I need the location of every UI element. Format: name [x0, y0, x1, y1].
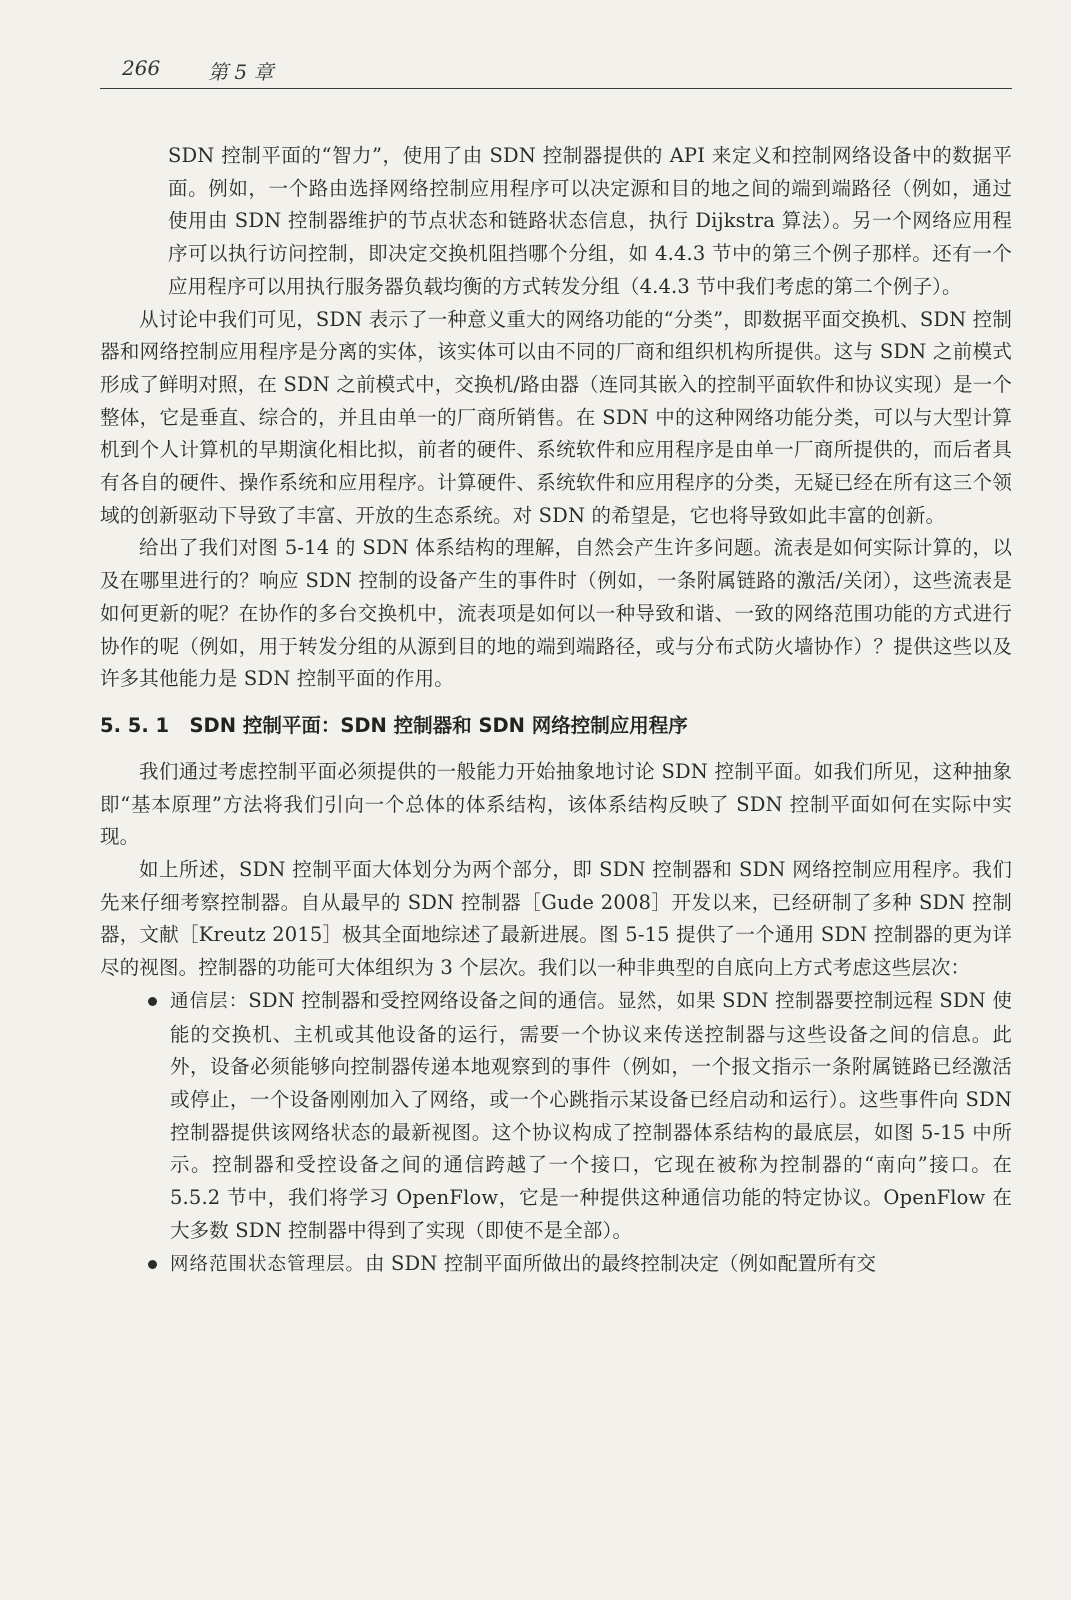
- page-number: 266: [122, 56, 161, 80]
- intro-paragraph: SDN 控制平面的“智力”，使用了由 SDN 控制器提供的 API 来定义和控制网络设备中的数据平面。例如，一个路由选择网络控制应用程序可以决定源和目的地之间的端到端路径（例如，通过使用由 SDN 控制器维护的节点状态和链路状态信息，执行 Dijkstra 算法）。另一个网络应用程序可以执行访问控制，即决定交换机阻挡哪个分组，如 4.4.3 节中的第三个例子那样。还有一个应用程序可以用执行服务器负载均衡的方式转发分组（4.4.3 节中我们考虑的第二个例子）。: [168, 144, 1012, 298]
- section-heading: [100, 709, 1012, 743]
- running-head: [100, 54, 1012, 89]
- bullet-item: [100, 1248, 1012, 1282]
- chapter-label: 第 5 章: [208, 60, 274, 84]
- section-title: SDN 控制平面：SDN 控制器和 SDN 网络控制应用程序: [189, 713, 688, 737]
- bullet-item: [100, 985, 1012, 1248]
- bullet-body: 由 SDN 控制平面所做出的最终控制决定（例如配置所有交: [365, 1251, 877, 1275]
- bullet-body: SDN 控制器和受控网络设备之间的通信。显然，如果 SDN 控制器要控制远程 SDN 使能的交换机、主机或其他设备的运行，需要一个协议来传送控制器与这些设备之间的信息。此外，设备必须能够向控制器传递本地观察到的事件（例如，一个报文指示一条附属链路已经激活或停止，一个设备刚刚加入了网络，或一个心跳指示某设备已经启动和运行）。这些事件向 SDN 控制器提供该网络状态的最新视图。这个协议构成了控制器体系结构的最底层，如图 5-15 中所示。控制器和受控设备之间的通信跨越了一个接口，它现在被称为控制器的“南向”接口。在 5.5.2 节中，我们将学习 OpenFlow，它是一种提供这种通信功能的特定协议。OpenFlow 在大多数 SDN 控制器中得到了实现（即使不是全部）。: [170, 988, 1012, 1242]
- bullet-dot-icon: [148, 1260, 157, 1269]
- body-paragraph: 给出了我们对图 5-14 的 SDN 体系结构的理解，自然会产生许多问题。流表是如何实际计算的，以及在哪里进行的？响应 SDN 控制的设备产生的事件时（例如，一条附属链路的激活/关闭），这些流表是如何更新的呢？在协作的多台交换机中，流表项是如何以一种导致和谐、一致的网络范围功能的方式进行协作的呢（例如，用于转发分组的从源到目的地的端到端路径，或与分布式防火墙协作）？提供这些以及许多其他能力是 SDN 控制平面的作用。: [100, 536, 1012, 691]
- bullet-dot-icon: [148, 997, 157, 1006]
- body-paragraph: 我们通过考虑控制平面必须提供的一般能力开始抽象地讨论 SDN 控制平面。如我们所见，这种抽象即“基本原理”方法将我们引向一个总体的体系结构，该体系结构反映了 SDN 控制平面如何在实际中实现。: [100, 759, 1012, 849]
- body-paragraph: 如上所述，SDN 控制平面大体划分为两个部分，即 SDN 控制器和 SDN 网络控制应用程序。我们先来仔细考察控制器。自从最早的 SDN 控制器［Gude 2008］开发以来，已经研制了多种 SDN 控制器，文献［Kreutz 2015］极其全面地综述了最新进展。图 5-15 提供了一个通用 SDN 控制器的更为详尽的视图。控制器的功能可大体组织为 3 个层次。我们以一种非典型的自底向上方式考虑这些层次：: [100, 858, 1012, 980]
- bullet-term: 通信层：: [170, 990, 249, 1012]
- section-number: 5. 5. 1: [100, 713, 170, 737]
- body-paragraph: 从讨论中我们可见，SDN 表示了一种意义重大的网络功能的“分类”，即数据平面交换机、SDN 控制器和网络控制应用程序是分离的实体，该实体可以由不同的厂商和组织机构所提供。这与 SDN 之前模式形成了鲜明对照，在 SDN 之前模式中，交换机/路由器（连同其嵌入的控制平面软件和协议实现）是一个整体，它是垂直、综合的，并且由单一的厂商所销售。在 SDN 中的这种网络功能分类，可以与大型计算机到个人计算机的早期演化相比拟，前者的硬件、系统软件和应用程序是由单一厂商所提供的，而后者具有各自的硬件、操作系统和应用程序。计算硬件、系统软件和应用程序的分类，无疑已经在所有这三个领域的创新驱动下导致了丰富、开放的生态系统。对 SDN 的希望是，它也将导致如此丰富的创新。: [100, 307, 1012, 527]
- bullet-term: 网络范围状态管理层。: [170, 1253, 366, 1275]
- bullet-text: [170, 985, 1012, 1248]
- page-body: [100, 140, 1012, 1281]
- bullet-text: [170, 1248, 1012, 1282]
- bullet-list: [100, 985, 1012, 1281]
